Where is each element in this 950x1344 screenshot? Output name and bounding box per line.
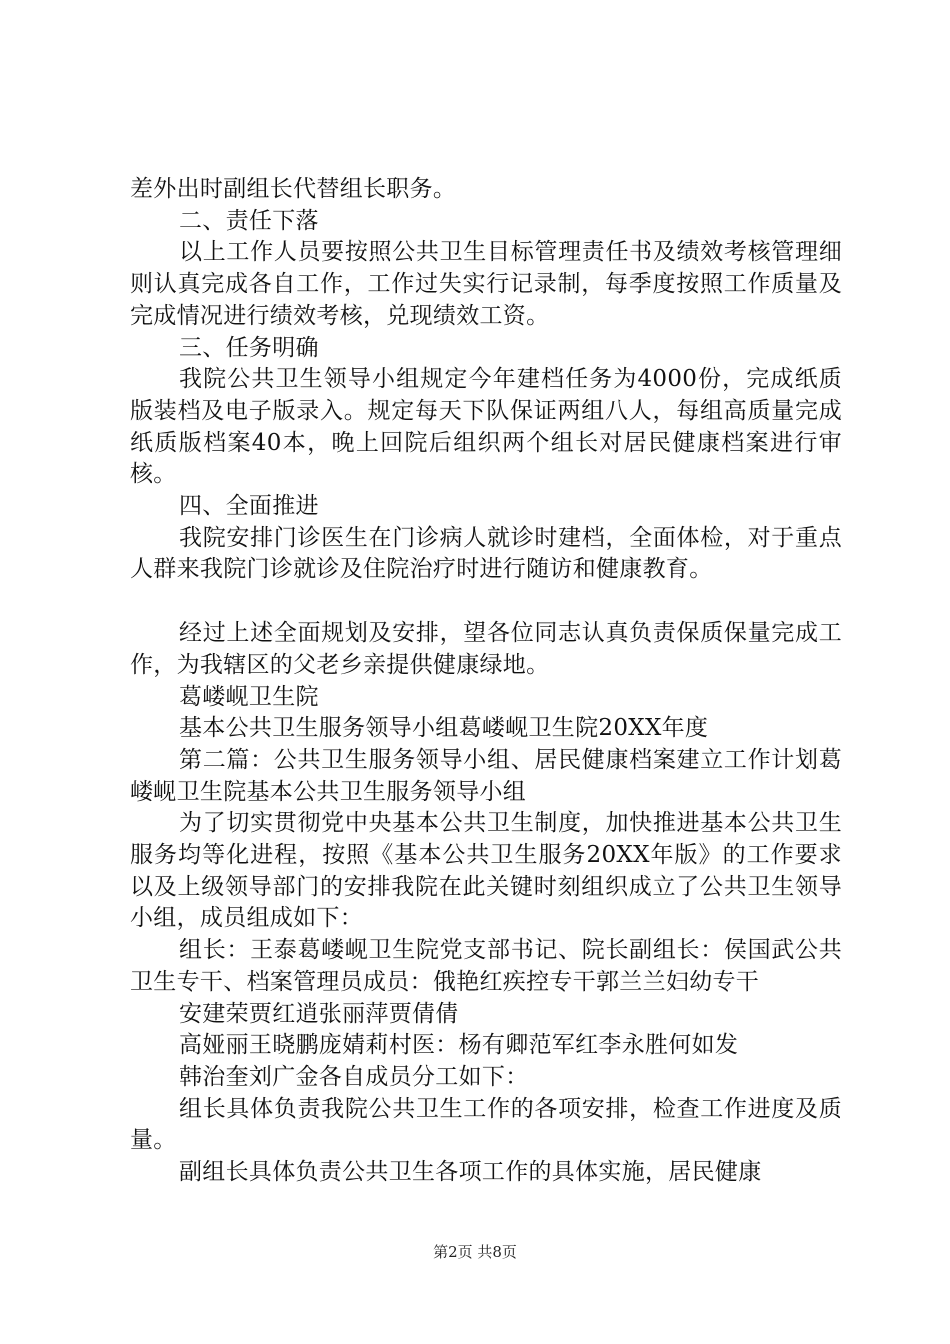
paragraph: 副组长具体负责公共卫生各项工作的具体实施，居民健康 (179, 1159, 762, 1186)
paragraph: 组长：王泰葛嵝岘卫生院党支部书记、院长副组长：侯国武公共卫生专干、档案管理员成员：俄艳红疾控专干郭兰兰妇幼专干 (130, 937, 842, 995)
paragraph: 以上工作人员要按照公共卫生目标管理责任书及绩效考核管理细则认真完成各自工作，工作过失实行记录制，每季度按照工作质量及完成情况进行绩效考核，兑现绩效工资。 (130, 239, 842, 329)
paragraph-continuation: 差外出时副组长代替组长职务。 (130, 176, 457, 202)
paragraph: 基本公共卫生服务领导小组葛嵝岘卫生院20XX年度 (179, 715, 709, 742)
document-body (130, 174, 842, 1189)
paragraph: 我院安排门诊医生在门诊病人就诊时建档，全面体检，对于重点人群来我院门诊就诊及住院治疗时进行随访和健康教育。 (130, 524, 842, 583)
paragraph: 经过上述全面规划及安排，望各位同志认真负责保质保量完成工作，为我辖区的父老乡亲提供健康绿地。 (130, 620, 842, 678)
paragraph: 韩治奎刘广金各自成员分工如下： (179, 1063, 529, 1090)
paragraph: 安建荣贾红逍张丽萍贾倩倩 (179, 1000, 459, 1027)
section-heading-2: 二、责任下落 (179, 207, 319, 234)
blank-line (130, 586, 842, 618)
paragraph: 高娅丽王晓鹏庞婧莉村医：杨有卿范军红李永胜何如发 (179, 1032, 739, 1059)
paragraph: 组长具体负责我院公共卫生工作的各项安排，检查工作进度及质量。 (130, 1095, 842, 1154)
signature-org: 葛嵝岘卫生院 (179, 683, 319, 710)
section-heading-3: 三、任务明确 (179, 334, 319, 361)
section-heading-4: 四、全面推进 (179, 493, 319, 520)
page-number: 第2页 共8页 (433, 1243, 517, 1261)
paragraph: 为了切实贯彻党中央基本公共卫生制度，加快推进基本公共卫生服务均等化进程，按照《基本公共卫生服务20XX年版》的工作要求以及上级领导部门的安排我院在此关键时刻组织成立了公共卫生领导小组，成员组成如下： (130, 810, 842, 932)
paragraph: 我院公共卫生领导小组规定今年建档任务为4000份，完成纸质版装档及电子版录入。规定每天下队保证两组八人，每组高质量完成纸质版档案40本，晚上回院后组织两个组长对居民健康档案进行审核。 (130, 366, 842, 488)
chapter-title: 第二篇：公共卫生服务领导小组、居民健康档案建立工作计划葛嵝岘卫生院基本公共卫生服务领导小组 (130, 746, 842, 805)
